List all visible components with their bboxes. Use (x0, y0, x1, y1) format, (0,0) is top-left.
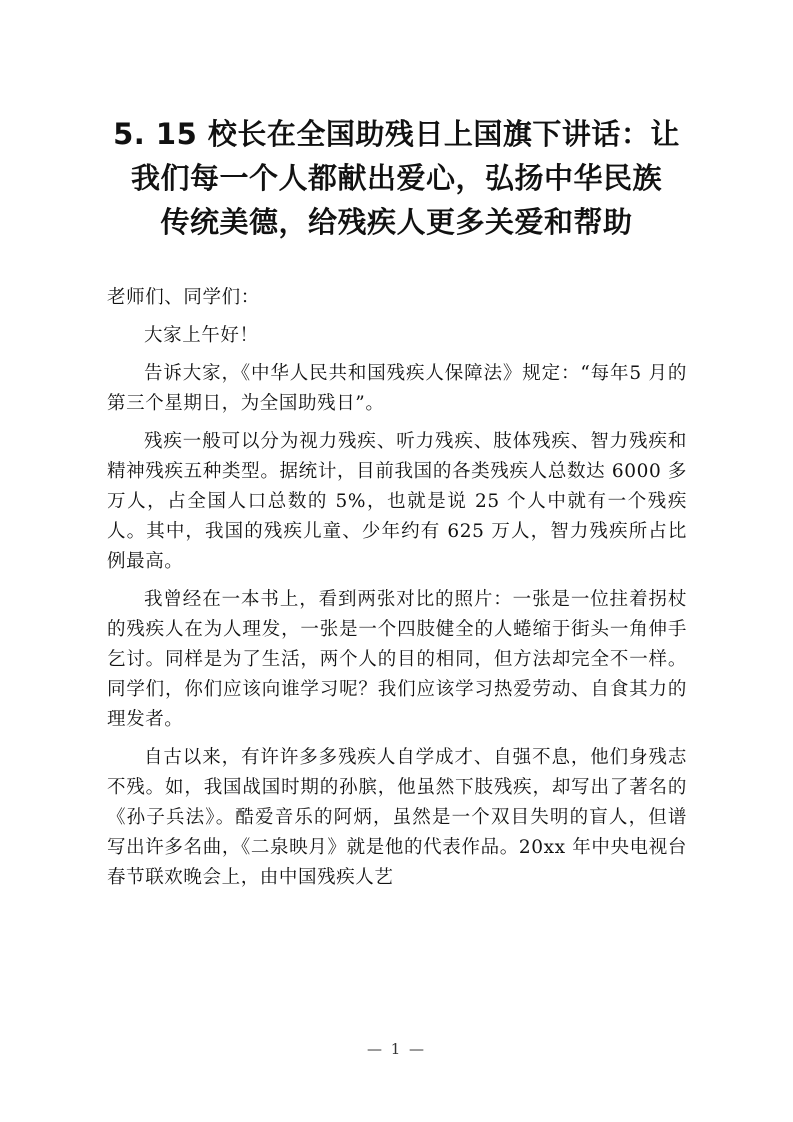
paragraph: 自古以来，有许许多多残疾人自学成才、自强不息，他们身残志不残。如，我国战国时期的孙膑，他虽然下肢残疾，却写出了著名的《孙子兵法》。酷爱音乐的阿炳，虽然是一个双目失明的盲人，但谱写出许多名曲，《二泉映月》就是他的代表作品。20xx 年中央电视台春节联欢晚会上，由中国残疾人艺 (107, 747, 687, 888)
document-title (100, 112, 693, 244)
paragraph: 告诉大家，《中华人民共和国残疾人保障法》规定：“每年5 月的第三个星期日，为全国助残日”。 (107, 363, 687, 414)
title-line: 传统美德，给残疾人更多关爱和帮助 (160, 205, 633, 239)
title-line: 5. 15 校长在全国助残日上国旗下讲话：让 (113, 117, 680, 151)
salutation: 老师们、同学们： (107, 287, 260, 308)
document-body (107, 283, 687, 901)
paragraph: 残疾一般可以分为视力残疾、听力残疾、肢体残疾、智力残疾和精神残疾五种类型。据统计，目前我国的各类残疾人总数达 6000 多万人，占全国人口总数的 5%，也就是说 25 个人中就有一个残疾人。其中，我国的残疾儿童、少年约有 625 万人，智力残疾所占比例最高。 (107, 431, 687, 572)
page-number: — 1 — (366, 1040, 427, 1058)
greeting: 大家上午好！ (144, 325, 259, 346)
title-line: 我们每一个人都献出爱心，弘扬中华民族 (130, 161, 662, 195)
paragraph: 我曾经在一本书上，看到两张对比的照片：一张是一位拄着拐杖的残疾人在为人理发，一张是一个四肢健全的人蜷缩于街头一角伸手乞讨。同样是为了生活，两个人的目的相同，但方法却完全不一样。同学们，你们应该向谁学习呢？我们应该学习热爱劳动、自食其力的理发者。 (107, 589, 687, 730)
